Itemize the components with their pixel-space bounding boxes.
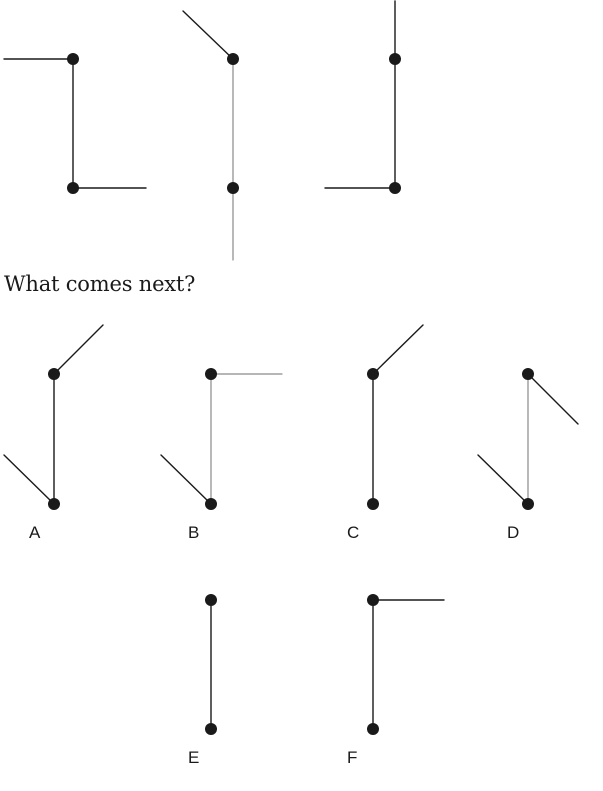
- arm-top-up-right-diagonal: [54, 325, 103, 374]
- arm-top-up-right-diagonal: [373, 325, 423, 374]
- arm-bottom-up-left-diagonal: [161, 455, 211, 504]
- option-d-label[interactable]: D: [507, 523, 520, 542]
- node-top: [227, 53, 239, 65]
- node-top: [367, 594, 379, 606]
- arm-top-up-left-diagonal: [183, 11, 233, 59]
- option-f-label[interactable]: F: [347, 748, 358, 767]
- option-c-label[interactable]: C: [347, 523, 360, 542]
- sequence-figure-1: [4, 53, 146, 194]
- node-bottom: [367, 723, 379, 735]
- option-b-label[interactable]: B: [188, 523, 200, 542]
- node-top: [67, 53, 79, 65]
- node-bottom: [205, 723, 217, 735]
- node-top: [205, 368, 217, 380]
- node-top: [367, 368, 379, 380]
- node-bottom: [367, 498, 379, 510]
- node-bottom: [522, 498, 534, 510]
- option-e-label[interactable]: E: [188, 748, 200, 767]
- option-c-figure[interactable]: [367, 325, 423, 510]
- node-top: [522, 368, 534, 380]
- option-f-figure[interactable]: [367, 594, 444, 735]
- node-bottom: [67, 182, 79, 194]
- option-a-figure[interactable]: [4, 325, 103, 510]
- node-bottom: [205, 498, 217, 510]
- option-e-figure[interactable]: [205, 594, 217, 735]
- node-bottom: [227, 182, 239, 194]
- node-bottom: [48, 498, 60, 510]
- arm-bottom-up-left-diagonal: [4, 455, 54, 504]
- option-b-figure[interactable]: [161, 368, 282, 510]
- node-top: [205, 594, 217, 606]
- arm-top-down-right-diagonal: [528, 374, 578, 424]
- sequence-figure-2: [183, 11, 239, 260]
- node-top: [48, 368, 60, 380]
- node-top: [389, 53, 401, 65]
- node-bottom: [389, 182, 401, 194]
- sequence-figure-3: [325, 1, 401, 194]
- option-d-figure[interactable]: [478, 368, 578, 510]
- arm-bottom-up-left-diagonal: [478, 455, 528, 504]
- question-text: What comes next?: [4, 272, 196, 296]
- option-a-label[interactable]: A: [29, 523, 41, 542]
